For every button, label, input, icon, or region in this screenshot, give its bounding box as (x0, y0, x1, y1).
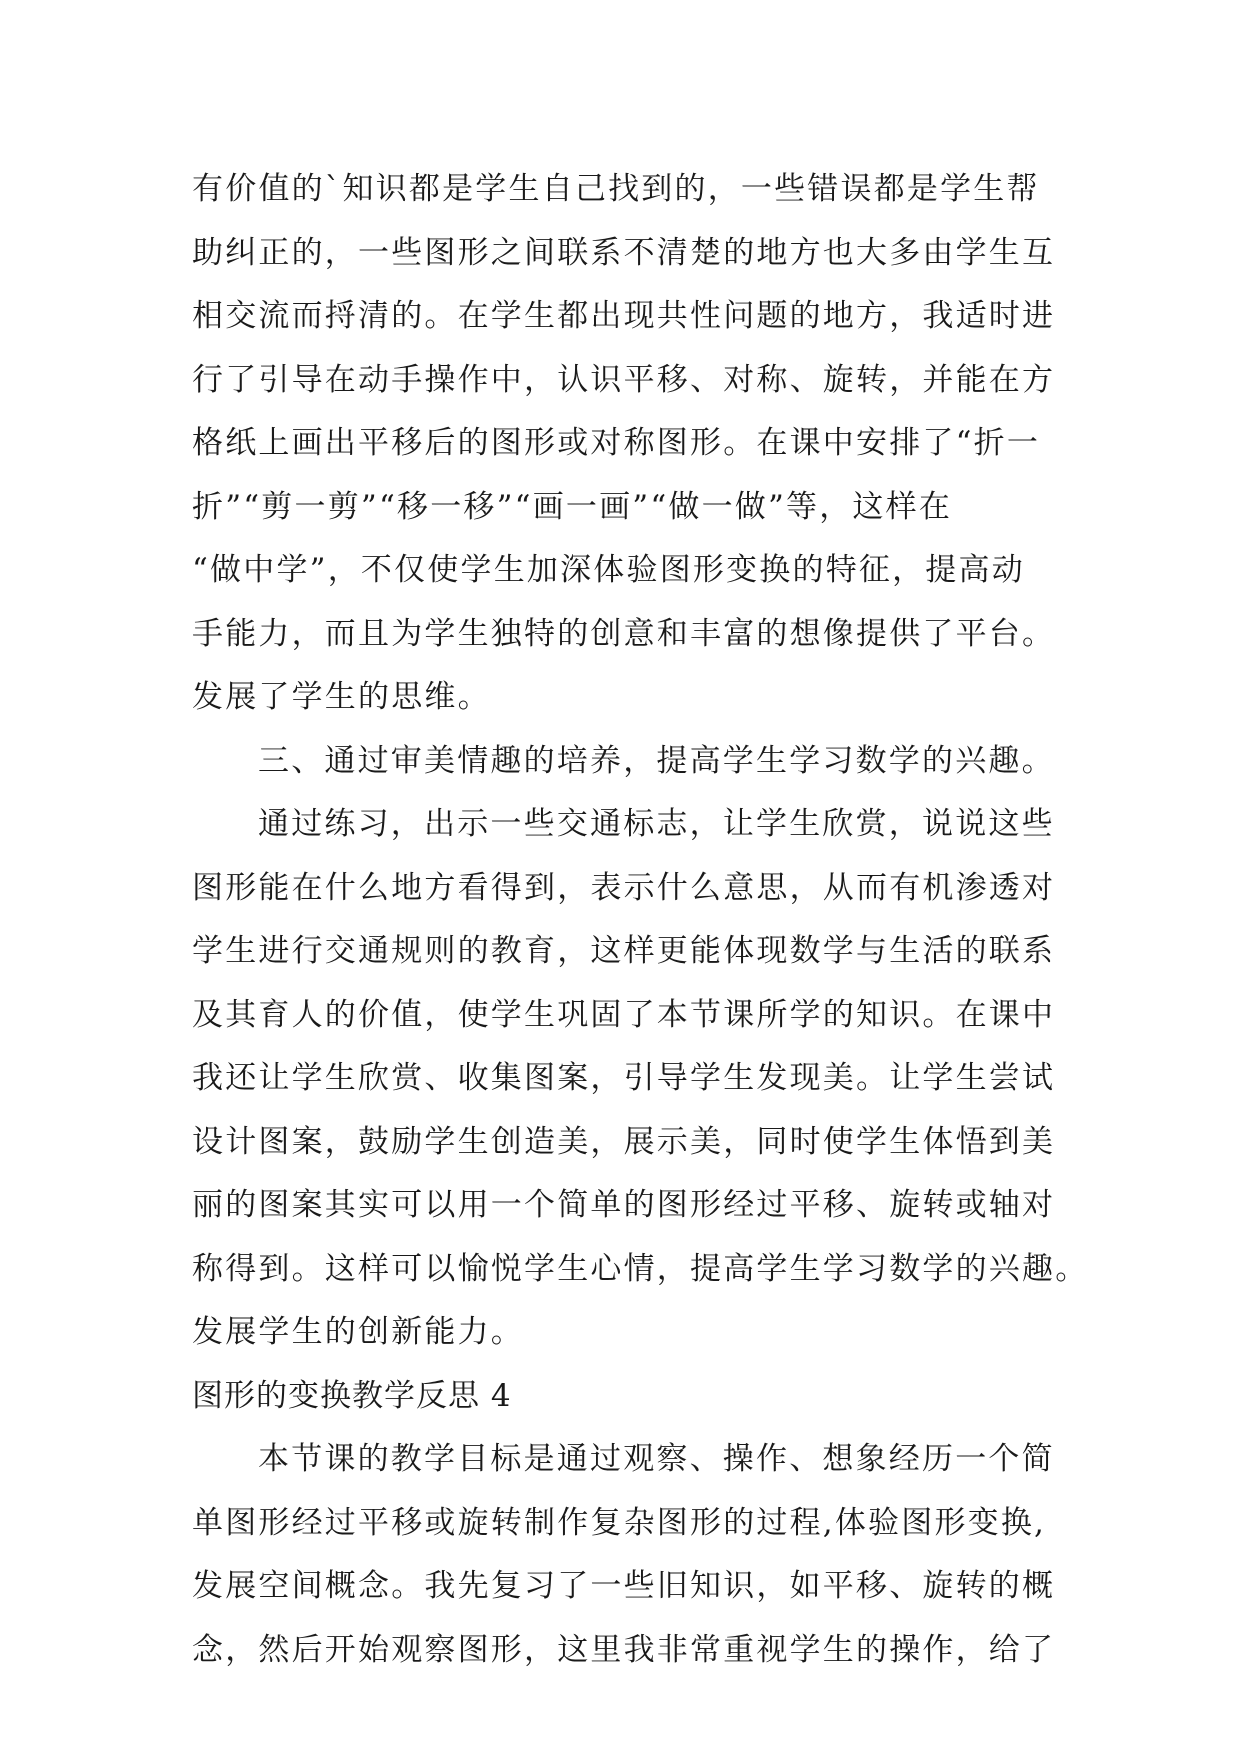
text-line: 丽的图案其实可以用一个简单的图形经过平移、旋转或轴对 (192, 1187, 1056, 1223)
text-line: 单图形经过平移或旋转制作复杂图形的过程,体验图形变换, (192, 1504, 1047, 1541)
section-heading: 三、通过审美情趣的培养，提高学生学习数学的兴趣。 (258, 742, 1055, 779)
text-line: “做中学”，不仅使学生加深体验图形变换的特征，提高动 (192, 552, 1025, 588)
paragraph-start-line: 通过练习，出示一些交通标志，让学生欣赏，说说这些 (258, 806, 1055, 842)
text-line: 折”“剪一剪”“移一移”“画一画”“做一做”等，这样在 (192, 488, 953, 525)
text-line: 发展空间概念。我先复习了一些旧知识，如平移、旋转的概 (192, 1568, 1056, 1604)
text-line: 念，然后开始观察图形，这里我非常重视学生的操作，给了 (192, 1631, 1056, 1668)
text-line: 相交流而捋清的。在学生都出现共性问题的地方，我适时进 (192, 298, 1056, 334)
text-line: 助纠正的，一些图形之间联系不清楚的地方也大多由学生互 (192, 234, 1056, 271)
text-line: 学生进行交通规则的教育，这样更能体现数学与生活的联系 (192, 933, 1056, 969)
paragraph-start-line: 本节课的教学目标是通过观察、操作、想象经历一个简 (258, 1441, 1055, 1477)
text-line: 手能力，而且为学生独特的创意和丰富的想像提供了平台。 (192, 615, 1056, 652)
text-line: 称得到。这样可以愉悦学生心情，提高学生学习数学的兴趣。 (192, 1250, 1089, 1287)
text-line: 图形能在什么地方看得到，表示什么意思，从而有机渗透对 (192, 869, 1056, 906)
text-line: 设计图案，鼓励学生创造美，展示美，同时使学生体悟到美 (192, 1123, 1056, 1160)
text-line: 有价值的`知识都是学生自己找到的，一些错误都是学生帮 (192, 171, 1040, 207)
text-line: 及其育人的价值，使学生巩固了本节课所学的知识。在课中 (192, 996, 1056, 1033)
body-text (192, 158, 1089, 1682)
text-line: 我还让学生欣赏、收集图案，引导学生发现美。让学生尝试 (192, 1060, 1056, 1096)
text-line: 行了引导在动手操作中，认识平移、对称、旋转，并能在方 (192, 361, 1056, 398)
text-line: 格纸上画出平移后的图形或对称图形。在课中安排了“折一 (192, 425, 1041, 461)
text-line: 发展学生的创新能力。 (192, 1314, 524, 1350)
text-line: 发展了学生的思维。 (192, 679, 491, 715)
article-title: 图形的变换教学反思 4 (192, 1377, 512, 1414)
